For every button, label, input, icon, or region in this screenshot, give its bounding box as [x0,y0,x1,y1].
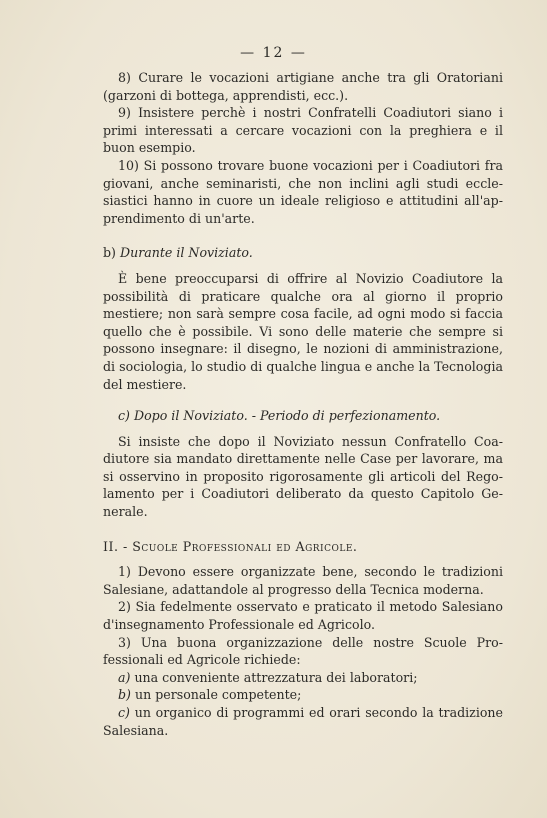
section-ii-heading: II. - Scuole Professionali ed Agricole. [103,538,358,554]
section-c-text: Si insiste che dopo il Noviziato nessun Confratello Coadiutore sia mandato direttamente nelle Case per lavorare, ma si osservino in proposito rigorosamente gli articoli del Regolamento per i Coadiutori deliberato da questo Capitolo Generale. [103,433,503,520]
subitem-a-text: una conveniente attrezzatura dei laboratori; [134,669,418,685]
section-b-text: È bene preoccuparsi di offrire al Novizio Coadiutore la possibilità di praticare qualche ora al giorno il proprio mestiere; non sarà sempre cosa facile, ad ogni modo si faccia quello che è possibile. Vi sono delle materie che sempre si possono insegnare: il disegno, le nozioni di amministrazione, di sociologia, lo studio di qualche lingua e anche la Tecnologia del mestiere. [103,270,503,392]
section-ii-item-3: 3) Una buona organizzazione delle nostre Scuole Professionali ed Agricole richiede: [103,634,503,668]
section-b-title: Durante il Noviziato. [120,245,253,261]
section-c-heading [103,407,503,425]
section-b-label: b) [103,245,116,261]
subitem-a [103,669,503,687]
paragraph-item-10: 10) Si possono trovare buone vocazioni per i Coadiutori fra giovani, anche seminaristi, che non inclini agli studi ecclesiastici hanno in cuore un ideale religioso e attitudini all'apprendimento di un'arte. [103,157,503,226]
section-ii-item-1: 1) Devono essere organizzate bene, secondo le tradizioni Salesiane, adattandole al progresso della Tecnica moderna. [103,564,503,597]
paragraph-item-8: 8) Curare le vocazioni artigiane anche tra gli Oratoriani (garzoni di bottega, apprendisti, ecc.). [103,70,503,103]
section-c-label: c) [118,408,130,424]
subitem-a-label: a) [118,669,131,685]
paragraph-item-9: 9) Insistere perchè i nostri Confratelli Coadiutori siano i primi interessati a cercare vocazioni con la preghiera e il buon esempio. [103,105,503,156]
subitem-c-label: c) [118,705,130,720]
page-body [103,69,503,739]
subitem-b [103,686,503,704]
subitem-c-text: un organico di programmi ed orari secondo la tradizione Salesiana. [103,705,503,738]
subitem-b-label: b) [118,687,131,703]
section-b-heading [103,244,503,262]
section-ii-item-2: 2) Sia fedelmente osservato e praticato il metodo Salesiano d'insegnamento Professionale ed Agricolo. [103,599,503,633]
section-c-title: Dopo il Noviziato. - Periodo di perfezionamento. [133,408,441,424]
subitem-b-text: un personale competente; [135,687,302,703]
subitem-c [103,704,503,739]
page-number: — 12 — [240,45,307,61]
